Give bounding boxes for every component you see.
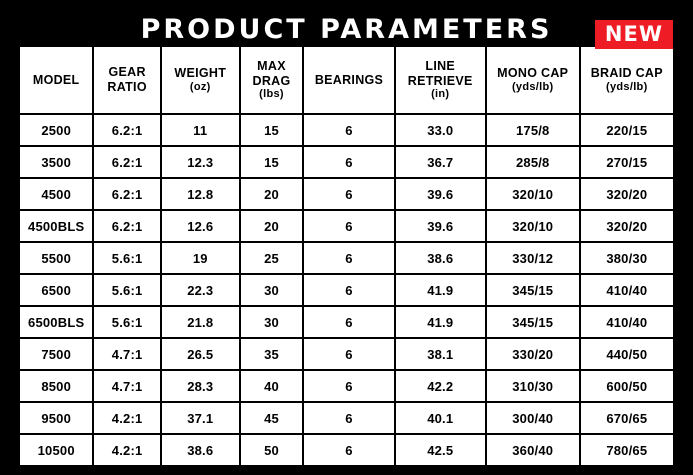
column-header-braid-cap: [580, 46, 674, 114]
table-row: [19, 114, 674, 146]
cell-mono-cap: 330/12: [486, 242, 580, 274]
cell-bearings: 6: [303, 434, 394, 466]
cell-bearings: 6: [303, 242, 394, 274]
column-header-line-retrieve-line1: LINE: [425, 58, 456, 73]
cell-weight: 12.3: [161, 146, 240, 178]
cell-gear-ratio: 5.6:1: [93, 242, 161, 274]
cell-bearings: 6: [303, 178, 394, 210]
table-header: [19, 46, 674, 114]
cell-braid-cap: 780/65: [580, 434, 674, 466]
column-header-line-retrieve-unit: (in): [431, 88, 450, 101]
table-header-row: [19, 46, 674, 114]
cell-gear-ratio: 6.2:1: [93, 146, 161, 178]
cell-gear-ratio: 6.2:1: [93, 210, 161, 242]
cell-model: 10500: [19, 434, 93, 466]
cell-weight: 11: [161, 114, 240, 146]
cell-bearings: 6: [303, 210, 394, 242]
cell-model: 6500BLS: [19, 306, 93, 338]
cell-mono-cap: 345/15: [486, 306, 580, 338]
column-header-gear-ratio: [93, 46, 161, 114]
cell-line-retrieve: 42.2: [395, 370, 486, 402]
cell-max-drag: 50: [240, 434, 304, 466]
table-row: [19, 274, 674, 306]
cell-braid-cap: 410/40: [580, 306, 674, 338]
column-header-mono-cap: [486, 46, 580, 114]
cell-bearings: 6: [303, 370, 394, 402]
cell-braid-cap: 320/20: [580, 178, 674, 210]
cell-weight: 21.8: [161, 306, 240, 338]
cell-max-drag: 35: [240, 338, 304, 370]
cell-braid-cap: 270/15: [580, 146, 674, 178]
cell-line-retrieve: 33.0: [395, 114, 486, 146]
cell-weight: 38.6: [161, 434, 240, 466]
column-header-max-drag: [240, 46, 304, 114]
cell-line-retrieve: 36.7: [395, 146, 486, 178]
cell-line-retrieve: 38.6: [395, 242, 486, 274]
column-header-max-drag-unit: (lbs): [259, 88, 284, 101]
cell-braid-cap: 440/50: [580, 338, 674, 370]
cell-line-retrieve: 42.5: [395, 434, 486, 466]
column-header-mono-cap-line1: MONO CAP: [497, 66, 569, 81]
cell-line-retrieve: 39.6: [395, 210, 486, 242]
cell-bearings: 6: [303, 114, 394, 146]
cell-line-retrieve: 41.9: [395, 306, 486, 338]
table-row: [19, 370, 674, 402]
cell-mono-cap: 320/10: [486, 210, 580, 242]
table-row: [19, 210, 674, 242]
cell-weight: 12.6: [161, 210, 240, 242]
cell-line-retrieve: 38.1: [395, 338, 486, 370]
column-header-bearings: [303, 46, 394, 114]
cell-weight: 37.1: [161, 402, 240, 434]
cell-bearings: 6: [303, 306, 394, 338]
page-title: PRODUCT PARAMETERS: [140, 14, 553, 45]
cell-line-retrieve: 41.9: [395, 274, 486, 306]
cell-line-retrieve: 39.6: [395, 178, 486, 210]
cell-weight: 12.8: [161, 178, 240, 210]
cell-max-drag: 30: [240, 306, 304, 338]
cell-model: 5500: [19, 242, 93, 274]
cell-bearings: 6: [303, 402, 394, 434]
header-bar: [18, 14, 675, 45]
cell-mono-cap: 360/40: [486, 434, 580, 466]
cell-mono-cap: 345/15: [486, 274, 580, 306]
product-parameters-table: [18, 45, 675, 467]
cell-model: 8500: [19, 370, 93, 402]
cell-max-drag: 30: [240, 274, 304, 306]
cell-max-drag: 45: [240, 402, 304, 434]
column-header-gear-ratio-line1: GEAR: [108, 65, 146, 80]
cell-braid-cap: 220/15: [580, 114, 674, 146]
table-row: [19, 402, 674, 434]
cell-mono-cap: 300/40: [486, 402, 580, 434]
column-header-gear-ratio-line2: RATIO: [107, 80, 147, 94]
cell-braid-cap: 670/65: [580, 402, 674, 434]
cell-mono-cap: 285/8: [486, 146, 580, 178]
cell-gear-ratio: 4.2:1: [93, 402, 161, 434]
cell-braid-cap: 600/50: [580, 370, 674, 402]
cell-mono-cap: 310/30: [486, 370, 580, 402]
column-header-model: [19, 46, 93, 114]
column-header-line-retrieve: [395, 46, 486, 114]
cell-bearings: 6: [303, 274, 394, 306]
cell-model: 6500: [19, 274, 93, 306]
column-header-braid-cap-line1: BRAID CAP: [590, 66, 663, 81]
cell-line-retrieve: 40.1: [395, 402, 486, 434]
column-header-mono-cap-unit: (yds/lb): [511, 80, 554, 93]
cell-model: 7500: [19, 338, 93, 370]
cell-model: 4500BLS: [19, 210, 93, 242]
cell-max-drag: 40: [240, 370, 304, 402]
table-row: [19, 178, 674, 210]
new-badge: NEW: [595, 20, 673, 49]
table-body: [19, 114, 674, 466]
table-row: [19, 242, 674, 274]
column-header-braid-cap-unit: (yds/lb): [606, 80, 648, 93]
cell-gear-ratio: 4.2:1: [93, 434, 161, 466]
cell-braid-cap: 410/40: [580, 274, 674, 306]
column-header-weight: [161, 46, 240, 114]
cell-gear-ratio: 6.2:1: [93, 178, 161, 210]
table-row: [19, 306, 674, 338]
cell-model: 9500: [19, 402, 93, 434]
column-header-max-drag-line2: DRAG: [252, 73, 291, 88]
column-header-max-drag-line1: MAX: [257, 58, 286, 73]
cell-model: 2500: [19, 114, 93, 146]
cell-model: 4500: [19, 178, 93, 210]
table-row: [19, 146, 674, 178]
cell-model: 3500: [19, 146, 93, 178]
cell-bearings: 6: [303, 146, 394, 178]
cell-mono-cap: 175/8: [486, 114, 580, 146]
cell-max-drag: 20: [240, 178, 304, 210]
cell-gear-ratio: 6.2:1: [93, 114, 161, 146]
column-header-line-retrieve-line2: RETRIEVE: [407, 73, 473, 88]
cell-gear-ratio: 5.6:1: [93, 274, 161, 306]
cell-mono-cap: 320/10: [486, 178, 580, 210]
column-header-weight-line1: WEIGHT: [174, 66, 227, 81]
cell-weight: 26.5: [161, 338, 240, 370]
table-row: [19, 338, 674, 370]
cell-max-drag: 15: [240, 114, 304, 146]
cell-bearings: 6: [303, 338, 394, 370]
table-row: [19, 434, 674, 466]
cell-max-drag: 20: [240, 210, 304, 242]
cell-max-drag: 25: [240, 242, 304, 274]
cell-braid-cap: 380/30: [580, 242, 674, 274]
cell-braid-cap: 320/20: [580, 210, 674, 242]
cell-weight: 19: [161, 242, 240, 274]
column-header-weight-unit: (oz): [189, 80, 211, 93]
cell-gear-ratio: 5.6:1: [93, 306, 161, 338]
cell-gear-ratio: 4.7:1: [93, 370, 161, 402]
column-header-model-line1: MODEL: [32, 72, 80, 87]
cell-max-drag: 15: [240, 146, 304, 178]
cell-weight: 22.3: [161, 274, 240, 306]
cell-weight: 28.3: [161, 370, 240, 402]
cell-mono-cap: 330/20: [486, 338, 580, 370]
column-header-bearings-line1: BEARINGS: [314, 72, 384, 87]
cell-gear-ratio: 4.7:1: [93, 338, 161, 370]
